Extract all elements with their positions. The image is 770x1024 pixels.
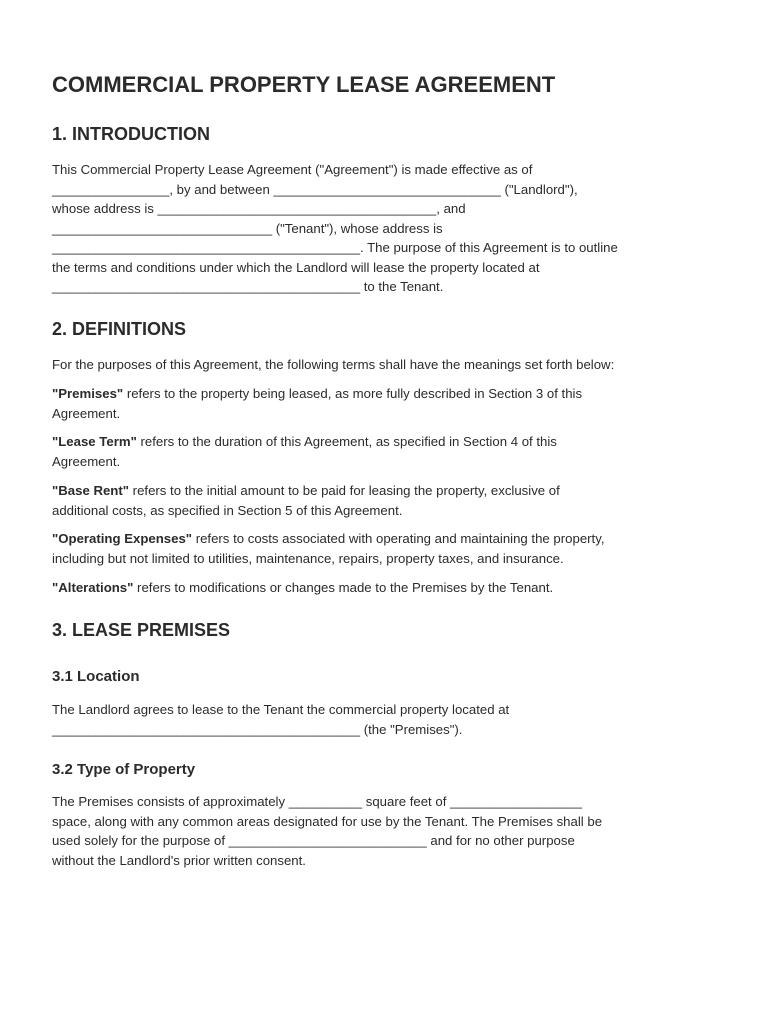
location-paragraph (52, 700, 728, 739)
paragraph-line: ________________, by and between _______________________________ ("Landlord"), (52, 181, 578, 197)
definition-premises (52, 384, 728, 423)
definition-term: "Lease Term" (52, 434, 137, 449)
definition-term: "Base Rent" (52, 483, 130, 498)
type-of-property-paragraph (52, 792, 728, 870)
section-heading-lease-premises: 3. LEASE PREMISES (52, 620, 231, 640)
definition-text: additional costs, as specified in Section 5 of this Agreement. (52, 502, 403, 518)
introduction-paragraph (52, 160, 728, 297)
definition-lease-term (52, 432, 728, 471)
definition-text: refers to the initial amount to be paid for leasing the property, exclusive of (129, 483, 560, 498)
definition-operating-expenses (52, 529, 728, 568)
paragraph-line: the terms and conditions under which the Landlord will lease the property located at (52, 259, 540, 275)
definition-text: refers to the property being leased, as more fully described in Section 3 of this (123, 386, 583, 401)
definition-text: refers to costs associated with operating and maintaining the property, (192, 531, 605, 546)
paragraph-line: whose address is ______________________________________, and (52, 201, 466, 216)
paragraph-line: __________________________________________. The purpose of this Agreement is to outline (52, 240, 618, 255)
paragraph-line: This Commercial Property Lease Agreement ("Agreement") is made effective as of (52, 162, 533, 177)
definition-text: including but not limited to utilities, maintenance, repairs, property taxes, and insurance. (52, 550, 564, 566)
section-heading-definitions: 2. DEFINITIONS (52, 319, 187, 339)
definition-base-rent (52, 481, 728, 520)
definition-text: Agreement. (52, 405, 121, 421)
definition-text: Agreement. (52, 453, 121, 469)
paragraph-line: __________________________________________ to the Tenant. (52, 279, 444, 294)
section-heading-introduction: 1. INTRODUCTION (52, 124, 211, 144)
paragraph-line: For the purposes of this Agreement, the following terms shall have the meanings set forth below: (52, 357, 615, 372)
definition-alterations (52, 578, 728, 598)
definition-text: refers to the duration of this Agreement, as specified in Section 4 of this (136, 434, 557, 449)
definition-term: "Alterations" (52, 580, 134, 595)
subsection-heading-type-of-property: 3.2 Type of Property (52, 761, 196, 778)
definition-text: refers to modifications or changes made to the Premises by the Tenant. (133, 580, 554, 595)
definition-term: "Premises" (52, 386, 124, 401)
paragraph-line: used solely for the purpose of ___________________________ and for no other purpose (52, 833, 575, 848)
paragraph-line: ______________________________ ("Tenant"), whose address is (52, 220, 443, 236)
definition-term: "Operating Expenses" (52, 531, 193, 546)
document-title: COMMERCIAL PROPERTY LEASE AGREEMENT (52, 72, 556, 97)
paragraph-line: space, along with any common areas designated for use by the Tenant. The Premises shall be (52, 813, 603, 829)
subsection-heading-location: 3.1 Location (52, 668, 140, 685)
definitions-intro (52, 355, 728, 375)
paragraph-line: without the Landlord's prior written consent. (52, 852, 306, 868)
paragraph-line: The Landlord agrees to lease to the Tenant the commercial property located at (52, 702, 510, 717)
paragraph-line: __________________________________________ (the "Premises"). (52, 721, 463, 737)
paragraph-line: The Premises consists of approximately __________ square feet of __________________ (52, 794, 583, 809)
